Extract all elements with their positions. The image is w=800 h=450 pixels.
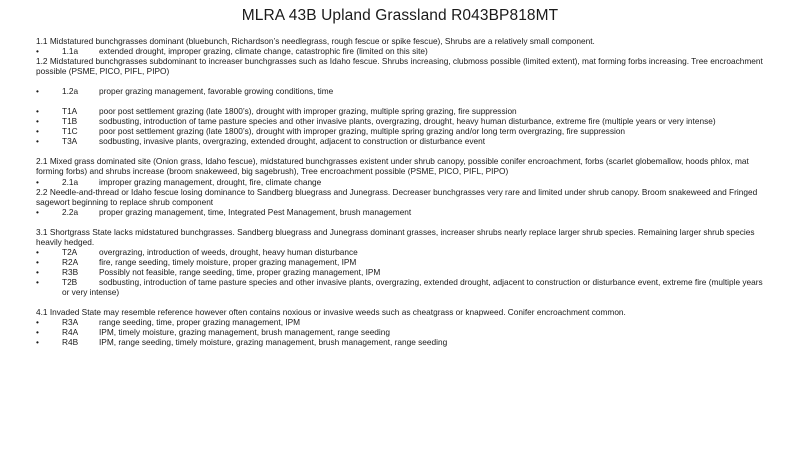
pathway-text: Possibly not feasible, range seeding, time, proper grazing management, IPM <box>99 266 381 277</box>
pathway-item <box>36 86 766 96</box>
slide-body <box>36 36 766 347</box>
bullet-icon: • <box>36 206 39 217</box>
pathway-text: proper grazing management, favorable growing conditions, time <box>99 86 334 97</box>
bullet-icon: • <box>36 176 39 187</box>
pathway-code: T2A <box>62 246 78 257</box>
pathway-item <box>36 136 766 146</box>
state-description: 2.1 Mixed grass dominated site (Onion grass, Idaho fescue), midstatured bunchgrasses existent under shrub canopy, possible conifer encroachment, forbs (scarlet globemallow, hoods phlox, mat forming forbs) and shrubs increase (broom snakeweed, big sagebrush), Tree encroachment possible (PSME, PICO, PIFL, PIPO) <box>36 156 749 177</box>
bullet-icon: • <box>36 126 39 137</box>
bullet-icon: • <box>36 116 39 127</box>
pathway-code: R4B <box>62 337 79 348</box>
pathway-item <box>36 267 766 277</box>
pathway-text: sodbusting, invasive plants, overgrazing, extended drought, adjacent to construction or disturbance event <box>99 136 486 147</box>
pathway-item <box>36 337 766 347</box>
pathway-code: 2.2a <box>62 206 79 217</box>
bullet-icon: • <box>36 337 39 348</box>
bullet-icon: • <box>36 136 39 147</box>
pathway-code: T3A <box>62 136 78 147</box>
pathway-item <box>36 207 766 217</box>
bullet-icon: • <box>36 46 39 57</box>
slide-title: MLRA 43B Upland Grassland R043BP818MT <box>241 7 559 24</box>
spacer <box>36 96 766 106</box>
spacer <box>36 297 766 307</box>
bullet-icon: • <box>36 256 39 267</box>
pathway-text: IPM, timely moisture, grazing management, brush management, range seeding <box>99 327 390 338</box>
bullet-icon: • <box>36 327 39 338</box>
pathway-code: R3A <box>62 317 79 328</box>
pathway-code: R2A <box>62 256 79 267</box>
pathway-text: range seeding, time, proper grazing management, IPM <box>99 317 301 328</box>
pathway-code: T1A <box>62 106 78 117</box>
state-description: 1.2 Midstatured bunchgrasses subdominant to increaser bunchgrasses such as Idaho fescue. Shrubs increasing, clubmoss possible (limited extent), mat forming forbs increasing. Tree encroachment possible (PSME, PICO, PIFL, PIPO) <box>36 56 763 77</box>
pathway-item <box>36 177 766 187</box>
pathway-text: sodbusting, introduction of tame pasture species and other invasive plants, overgrazing, drought, heavy human disturbance, extreme fire (multiple years or very intense) <box>99 116 716 127</box>
pathway-item <box>36 327 766 337</box>
spacer <box>36 76 766 86</box>
state-description: 4.1 Invaded State may resemble reference however often contains noxious or invasive weeds such as cheatgrass or knapweed. Conifer encroachment common. <box>36 307 626 318</box>
bullet-icon: • <box>36 246 39 257</box>
spacer <box>36 217 766 227</box>
pathway-text: extended drought, improper grazing, climate change, catastrophic fire (limited on this site) <box>99 46 428 57</box>
spacer <box>36 146 766 156</box>
state-description: 2.2 Needle-and-thread or Idaho fescue losing dominance to Sandberg bluegrass and Junegrass. Decreaser bunchgrasses very rare and limited under shrub canopy. Broom snakeweed and Fringed sagewort beginning to replace shrub component <box>36 186 758 207</box>
pathway-text: poor post settlement grazing (late 1800’s), drought with improper grazing, multiple spring grazing and/or long term overgrazing, fire suppression <box>99 126 626 137</box>
bullet-icon: • <box>36 317 39 328</box>
bullet-icon: • <box>36 266 39 277</box>
pathway-item <box>36 116 766 126</box>
state-description: 1.1 Midstatured bunchgrasses dominant (bluebunch, Richardson’s needlegrass, rough fescue or spike fescue), Shrubs are a relatively small component. <box>36 36 595 46</box>
pathway-item <box>36 247 766 257</box>
pathway-text: fire, range seeding, timely moisture, proper grazing management, IPM <box>99 256 357 267</box>
pathway-item <box>36 317 766 327</box>
pathway-code: 1.1a <box>62 46 79 57</box>
pathway-item <box>36 46 766 56</box>
pathway-code: 1.2a <box>62 86 79 97</box>
pathway-text: poor post settlement grazing (late 1800’s), drought with improper grazing, multiple spring grazing, fire suppression <box>99 106 517 117</box>
pathway-text: improper grazing management, drought, fire, climate change <box>99 176 322 187</box>
bullet-icon: • <box>36 276 39 287</box>
pathway-item <box>36 277 766 297</box>
pathway-code: R3B <box>62 266 79 277</box>
pathway-text: IPM, range seeding, timely moisture, grazing management, brush management, range seeding <box>99 337 448 348</box>
pathway-item <box>36 106 766 116</box>
bullet-icon: • <box>36 86 39 97</box>
pathway-item <box>36 126 766 136</box>
bullet-icon: • <box>36 106 39 117</box>
state-description: 3.1 Shortgrass State lacks midstatured bunchgrasses. Sandberg bluegrass and Junegrass dominant grasses, increaser shrubs nearly replace larger shrub species. Remaining larger shrub species heavily hedged. <box>36 226 755 247</box>
pathway-item <box>36 257 766 267</box>
pathway-code: T1C <box>62 126 78 137</box>
pathway-code: T2B <box>62 276 78 287</box>
pathway-code: 2.1a <box>62 176 79 187</box>
pathway-code: R4A <box>62 327 79 338</box>
pathway-text: overgrazing, introduction of weeds, drought, heavy human disturbance <box>99 246 358 257</box>
pathway-code: T1B <box>62 116 78 127</box>
pathway-text: proper grazing management, time, Integrated Pest Management, brush management <box>99 206 412 217</box>
pathway-text: sodbusting, introduction of tame pasture species and other invasive plants, overgrazing, extended drought, adjacent to construction or disturbance event, extreme fire (multiple years or very intense) <box>62 276 763 297</box>
